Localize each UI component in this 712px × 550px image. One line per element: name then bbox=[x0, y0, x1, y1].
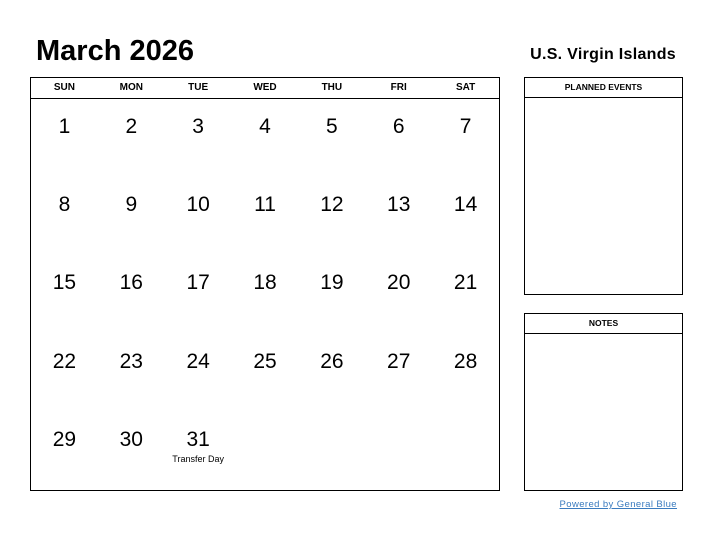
calendar-day-cell bbox=[98, 412, 165, 490]
day-number: 27 bbox=[387, 349, 411, 373]
calendar-day-cell bbox=[298, 255, 365, 333]
day-number: 12 bbox=[320, 193, 344, 217]
calendar-day-cell bbox=[31, 177, 98, 255]
calendar-day-cell bbox=[365, 412, 432, 490]
day-number: 24 bbox=[186, 349, 210, 373]
calendar-week-row bbox=[31, 99, 499, 177]
calendar-day-cell bbox=[232, 255, 299, 333]
planned-events-header: PLANNED EVENTS bbox=[525, 78, 682, 98]
powered-by-link[interactable]: Powered by General Blue bbox=[559, 499, 677, 510]
region-name: U.S. Virgin Islands bbox=[530, 46, 676, 63]
calendar-day-cell bbox=[298, 177, 365, 255]
page-title: March 2026 bbox=[36, 35, 194, 67]
calendar-day-cell bbox=[232, 99, 299, 177]
day-number: 6 bbox=[392, 115, 405, 138]
calendar-week-row bbox=[31, 412, 499, 490]
calendar-day-cell bbox=[432, 412, 499, 490]
notes-header: NOTES bbox=[525, 314, 682, 334]
day-number: 18 bbox=[253, 271, 277, 295]
day-number: 26 bbox=[320, 349, 344, 373]
calendar-day-cell bbox=[365, 334, 432, 412]
dow-mon: MON bbox=[119, 82, 143, 93]
day-number: 31 bbox=[186, 427, 210, 451]
calendar-day-cell bbox=[31, 99, 98, 177]
dow-tue: TUE bbox=[188, 82, 209, 93]
calendar-week-row bbox=[31, 255, 499, 333]
calendar-day-cell bbox=[165, 177, 232, 255]
day-number: 30 bbox=[119, 427, 143, 451]
notes-panel bbox=[524, 313, 683, 491]
day-number: 29 bbox=[52, 427, 77, 451]
calendar-day-cell bbox=[31, 255, 98, 333]
day-number: 15 bbox=[52, 271, 77, 295]
dow-sun: SUN bbox=[53, 82, 75, 93]
day-number: 2 bbox=[125, 115, 138, 138]
day-number: 14 bbox=[453, 193, 478, 217]
calendar-week-row bbox=[31, 334, 499, 412]
calendar-day-cell bbox=[365, 99, 432, 177]
days-of-week-header bbox=[31, 78, 499, 99]
day-number: 19 bbox=[320, 271, 344, 295]
day-number: 17 bbox=[186, 271, 210, 295]
dow-thu: THU bbox=[321, 82, 343, 93]
calendar-day-cell bbox=[298, 99, 365, 177]
holiday-label: Transfer Day bbox=[172, 453, 224, 464]
day-number: 16 bbox=[119, 271, 143, 295]
calendar-day-cell bbox=[365, 177, 432, 255]
calendar-day-cell bbox=[432, 334, 499, 412]
calendar-day-cell bbox=[98, 177, 165, 255]
calendar-weeks bbox=[31, 99, 499, 490]
day-number: 10 bbox=[186, 193, 210, 217]
calendar-day-cell bbox=[165, 255, 232, 333]
day-number: 1 bbox=[58, 115, 71, 138]
dow-sat: SAT bbox=[455, 82, 476, 93]
day-number: 28 bbox=[453, 349, 478, 373]
calendar-day-cell bbox=[432, 99, 499, 177]
day-number: 4 bbox=[259, 115, 271, 138]
calendar-day-cell bbox=[298, 412, 365, 490]
planned-events-panel bbox=[524, 77, 683, 295]
day-number: 8 bbox=[58, 193, 71, 217]
calendar-day-cell bbox=[232, 334, 299, 412]
calendar-day-cell bbox=[98, 99, 165, 177]
calendar-grid bbox=[30, 77, 500, 491]
calendar-day-cell bbox=[165, 99, 232, 177]
day-number: 9 bbox=[125, 193, 138, 217]
calendar-day-cell bbox=[232, 177, 299, 255]
day-number: 20 bbox=[387, 271, 411, 295]
calendar-day-cell bbox=[31, 412, 98, 490]
calendar-day-cell bbox=[232, 412, 299, 490]
calendar-day-cell bbox=[298, 334, 365, 412]
day-number: 25 bbox=[253, 349, 277, 373]
calendar-day-cell bbox=[365, 255, 432, 333]
day-number: 22 bbox=[52, 349, 77, 373]
calendar-day-cell bbox=[31, 334, 98, 412]
calendar-day-cell bbox=[98, 255, 165, 333]
day-number: 21 bbox=[453, 271, 478, 295]
calendar-day-cell bbox=[165, 412, 232, 490]
calendar-day-cell bbox=[98, 334, 165, 412]
calendar-day-cell bbox=[165, 334, 232, 412]
calendar-week-row bbox=[31, 177, 499, 255]
day-number: 5 bbox=[326, 115, 338, 138]
calendar-day-cell bbox=[432, 177, 499, 255]
day-number: 3 bbox=[192, 115, 204, 138]
day-number: 23 bbox=[119, 349, 143, 373]
calendar-day-cell bbox=[432, 255, 499, 333]
dow-fri: FRI bbox=[390, 82, 407, 93]
day-number: 7 bbox=[459, 115, 472, 138]
dow-wed: WED bbox=[253, 82, 277, 93]
day-number: 13 bbox=[387, 193, 411, 217]
day-number: 11 bbox=[254, 193, 276, 217]
